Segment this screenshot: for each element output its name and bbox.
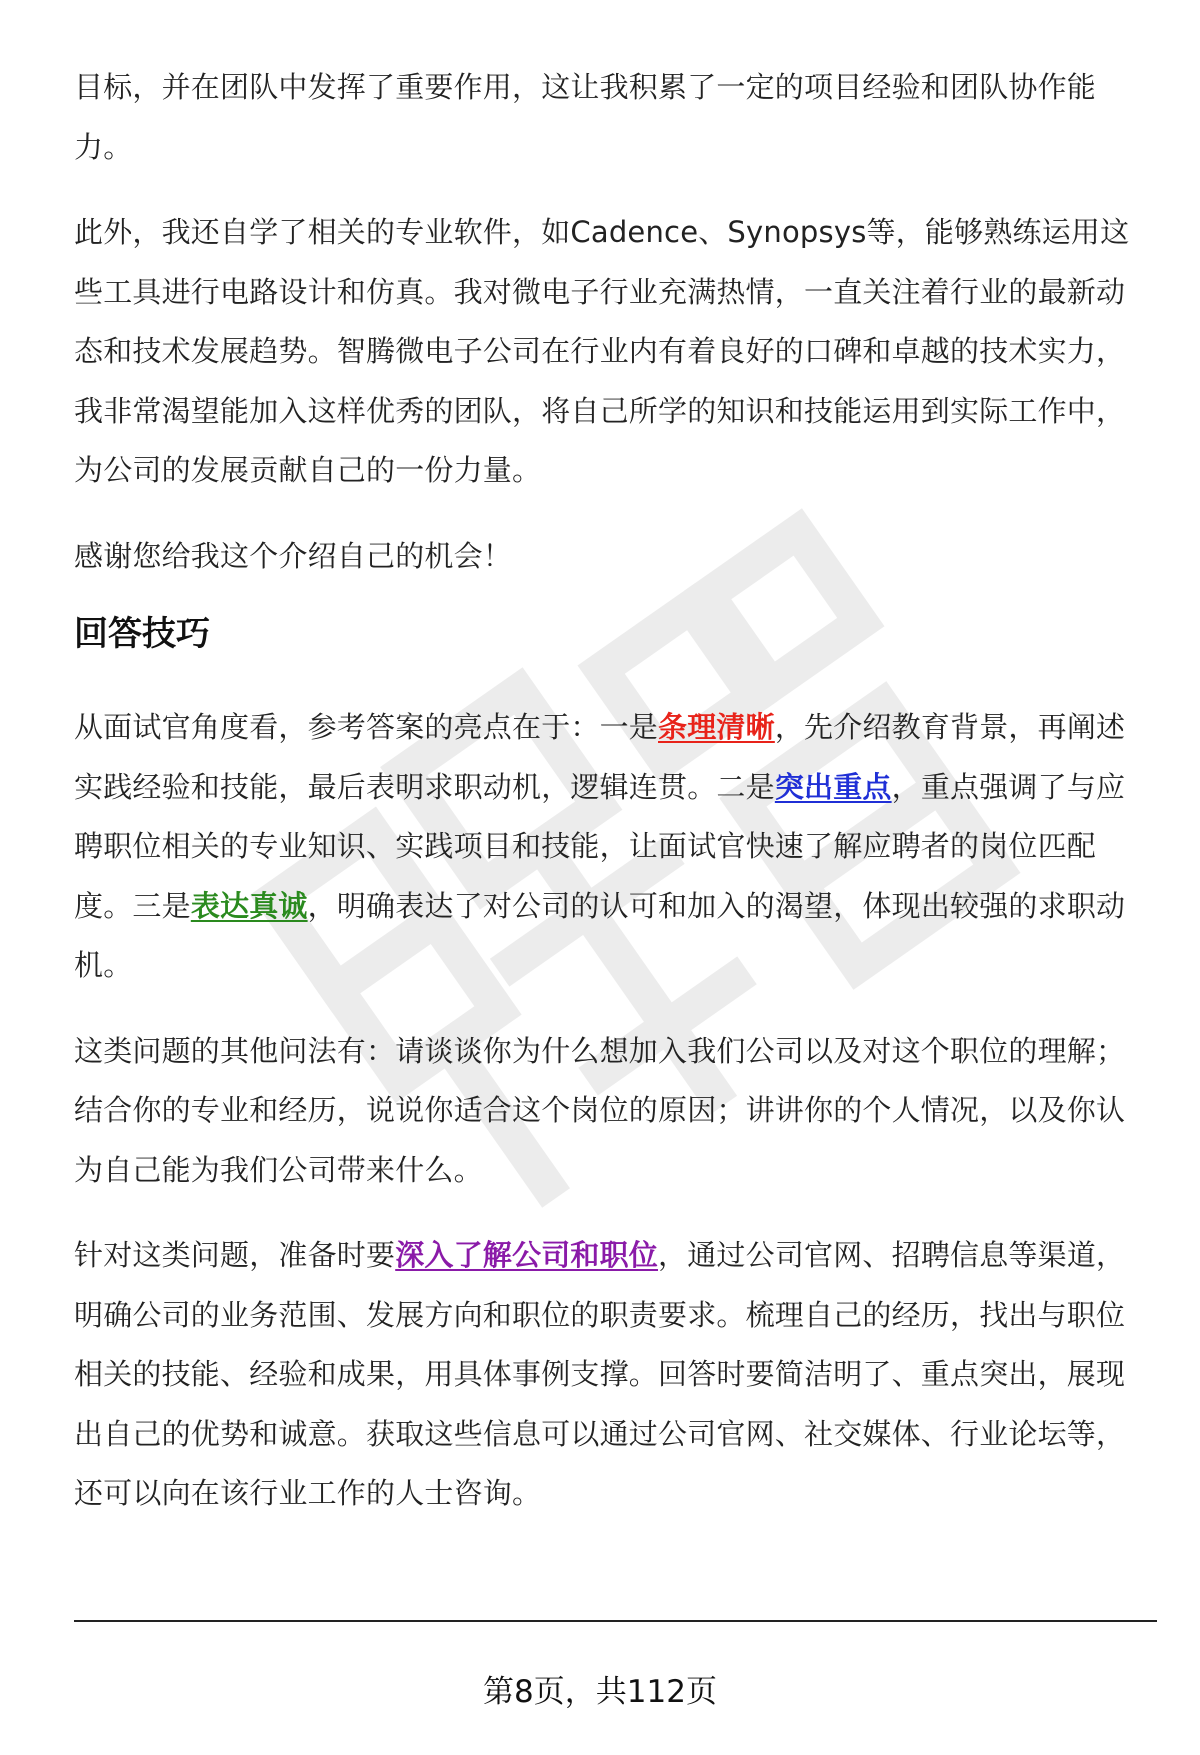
highlight-clear-logic: 条理清晰 xyxy=(658,710,775,744)
text-segment: 针对这类问题，准备时要 xyxy=(74,1238,396,1272)
text-segment: ，先介绍教育背景，再阐述实践经验和技能，最后表明求职动机，逻辑连贯。二是 xyxy=(74,710,1126,804)
highlight-research-company: 深入了解公司和职位 xyxy=(395,1238,659,1272)
text-segment: ，重点强调了与应聘职位相关的专业知识、实践项目和技能，让面试官快速了解应聘者的岗位匹配度。三是 xyxy=(74,769,1126,923)
highlight-sincerity: 表达真诚 xyxy=(190,888,308,923)
paragraph-thanks: 感谢您给我这个介绍自己的机会！ xyxy=(74,538,513,573)
text-segment: ，通过公司官网、招聘信息等渠道，明确公司的业务范围、发展方向和职位的职责要求。梳理自己的经历，找出与职位相关的技能、经验和成果，用具体事例支撑。回答时要简洁明了、重点突出，展现出自己的优势和诚意。获取这些信息可以通过公司官网、社交媒体、行业论坛等，还可以向在该行业工作的人士咨询。 xyxy=(74,1238,1126,1510)
highlight-key-points: 突出重点 xyxy=(774,769,892,804)
footer-divider xyxy=(74,1620,1157,1622)
paragraph-preparation-advice xyxy=(74,1226,1154,1524)
section-heading: 回答技巧 xyxy=(74,614,210,654)
paragraph-alternative-questions: 这类问题的其他问法有：请谈谈你为什么想加入我们公司以及对这个职位的理解；结合你的专业和经历，说说你适合这个岗位的原因；讲讲你的个人情况，以及你认为自己能为我们公司带来什么。 xyxy=(74,1033,1126,1187)
paragraph-software-skills: 此外，我还自学了相关的专业软件，如Cadence、Synopsys等，能够熟练运用这些工具进行电路设计和仿真。我对微电子行业充满热情，一直关注着行业的最新动态和技术发展趋势。智腾微电子公司在行业内有着良好的口碑和卓越的技术实力，我非常渴望能加入这样优秀的团队，将自己所学的知识和技能运用到实际工作中，为公司的发展贡献自己的一份力量。 xyxy=(74,215,1130,487)
text-segment: 从面试官角度看，参考答案的亮点在于：一是 xyxy=(74,710,659,744)
page-number: 第8页，共112页 xyxy=(483,1674,717,1710)
document-body xyxy=(74,58,1154,1550)
paragraph-project-experience: 目标，并在团队中发挥了重要作用，这让我积累了一定的项目经验和团队协作能力。 xyxy=(74,70,1097,164)
text-segment: ，明确表达了对公司的认可和加入的渴望，体现出较强的求职动机。 xyxy=(74,888,1126,982)
paragraph-answer-highlights xyxy=(74,698,1154,996)
